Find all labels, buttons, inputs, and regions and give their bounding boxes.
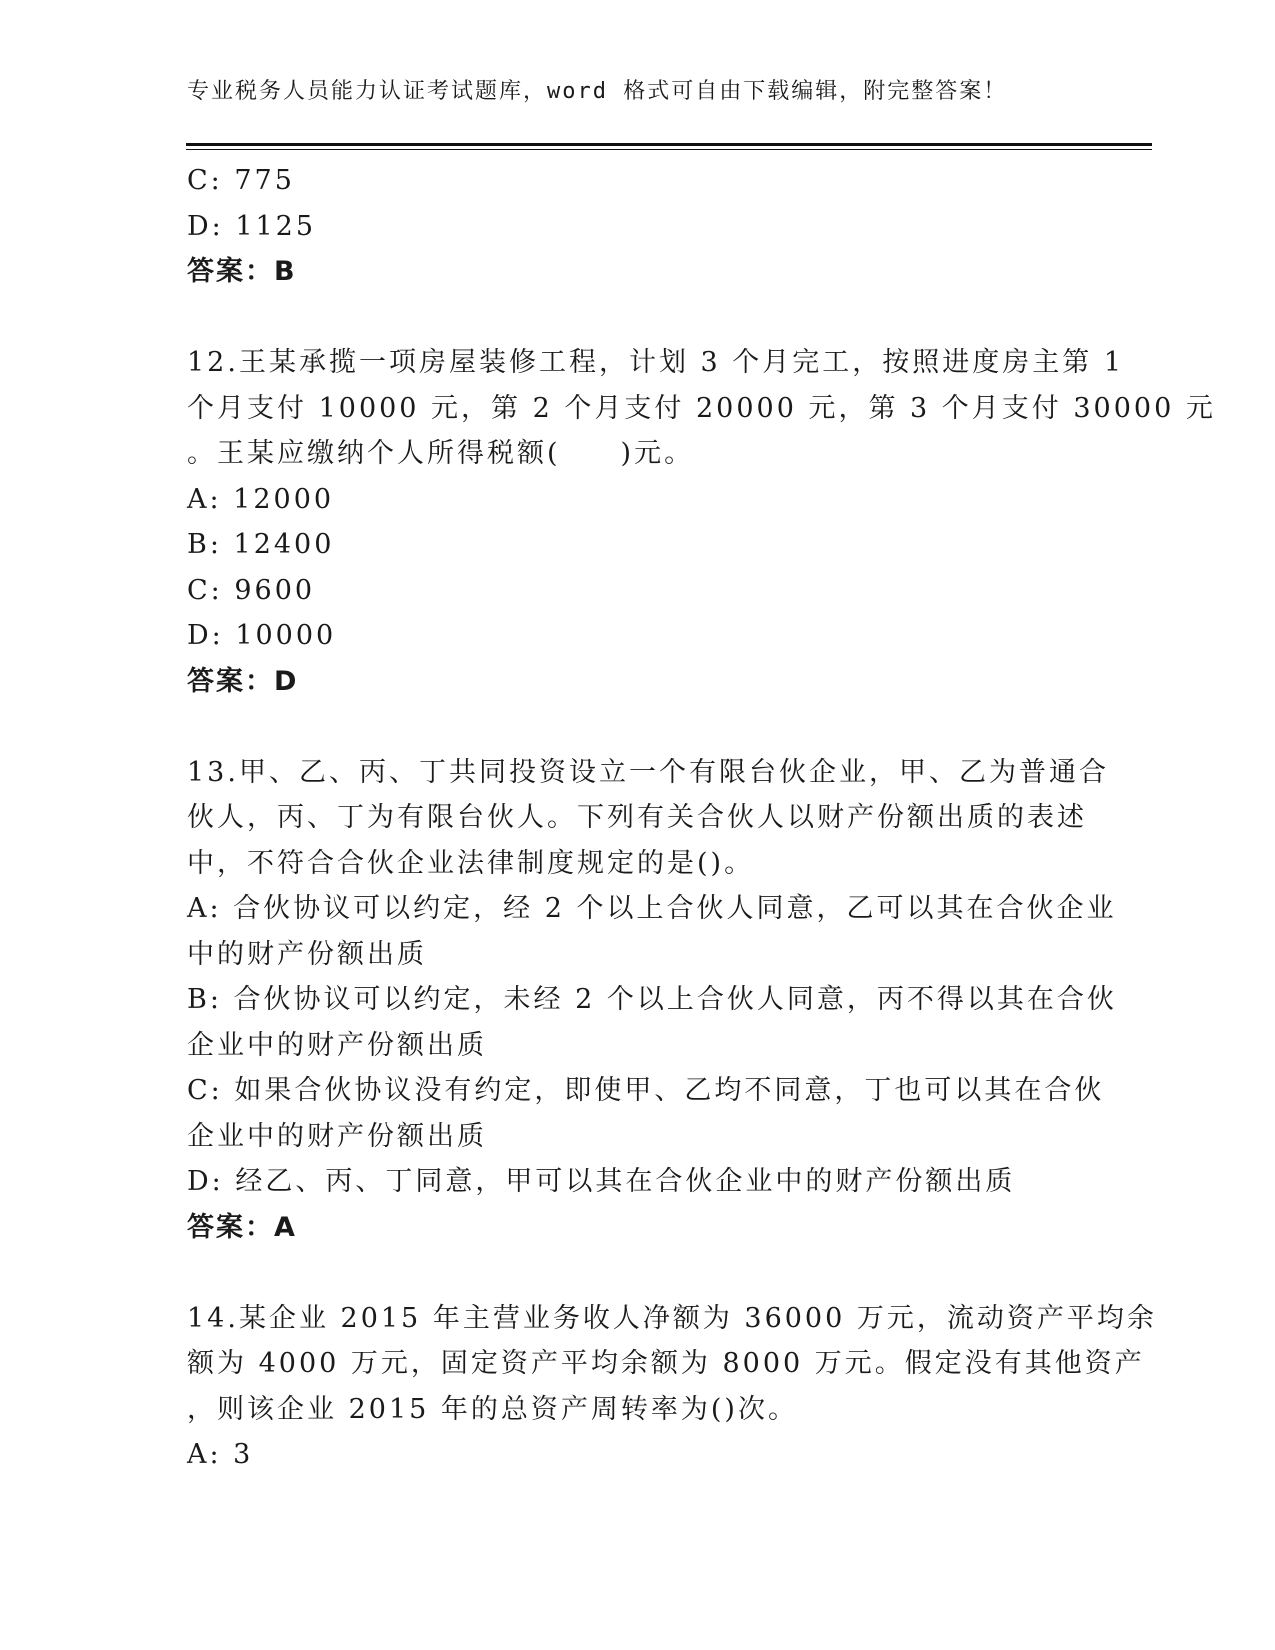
- answer-line: 答案：A: [187, 1211, 297, 1243]
- question-line: ，则该企业 2015 年的总资产周转率为()次。: [187, 1393, 798, 1425]
- question-line: 额为 4000 万元，固定资产平均余额为 8000 万元。假定没有其他资产: [187, 1348, 1145, 1379]
- question-line: 12.王某承揽一项房屋装修工程，计划 3 个月完工，按照进度房主第 1: [187, 347, 1125, 378]
- header-rule-thick: [186, 143, 1152, 146]
- question-line: 。王某应缴纳个人所得税额( )元。: [187, 438, 695, 469]
- question-block: [187, 340, 1216, 704]
- option-line: A: 合伙协议可以约定，经 2 个以上合伙人同意，乙可以其在合伙企业: [187, 893, 1117, 924]
- page-header: 专业税务人员能力认证考试题库，word 格式可自由下载编辑，附完整答案！: [187, 79, 1008, 104]
- answer-line: 答案：B: [187, 256, 297, 287]
- question-block: [187, 750, 1117, 1251]
- option-line: B: 12400: [187, 529, 335, 560]
- question-block: [187, 1296, 1157, 1478]
- option-line: D: 经乙、丙、丁同意，甲可以其在合伙企业中的财产份额出质: [187, 1166, 1016, 1197]
- question-block: [187, 158, 1087, 295]
- header-rule-thin: [186, 149, 1152, 150]
- answer-line: 答案：D: [187, 665, 299, 697]
- option-line: C: 9600: [187, 574, 316, 606]
- option-line: 企业中的财产份额出质: [187, 1120, 487, 1152]
- question-line: 13.甲、乙、丙、丁共同投资设立一个有限台伙企业，甲、乙为普通合: [187, 756, 1109, 788]
- question-content: [187, 158, 1216, 1478]
- option-line: 中的财产份额出质: [187, 938, 427, 970]
- option-line: 企业中的财产份额出质: [187, 1029, 487, 1061]
- option-line: B: 合伙协议可以约定，未经 2 个以上合伙人同意，丙不得以其在合伙: [187, 984, 1117, 1015]
- option-line: C: 775: [187, 165, 295, 196]
- option-line: A: 3: [187, 1439, 254, 1470]
- option-line: D: 1125: [187, 210, 317, 242]
- question-line: 伙人，丙、丁为有限台伙人。下列有关合伙人以财产份额出质的表述: [187, 802, 1087, 833]
- question-line: 14.某企业 2015 年主营业务收人净额为 36000 万元，流动资产平均余: [187, 1302, 1157, 1334]
- option-line: C: 如果合伙协议没有约定，即使甲、乙均不同意，丁也可以其在合伙: [187, 1075, 1105, 1106]
- option-line: D: 10000: [187, 620, 337, 651]
- question-line: 中，不符合合伙企业法律制度规定的是()。: [187, 847, 755, 879]
- question-line: 个月支付 10000 元，第 2 个月支付 20000 元，第 3 个月支付 30000 元: [187, 392, 1216, 424]
- option-line: A: 12000: [187, 483, 335, 515]
